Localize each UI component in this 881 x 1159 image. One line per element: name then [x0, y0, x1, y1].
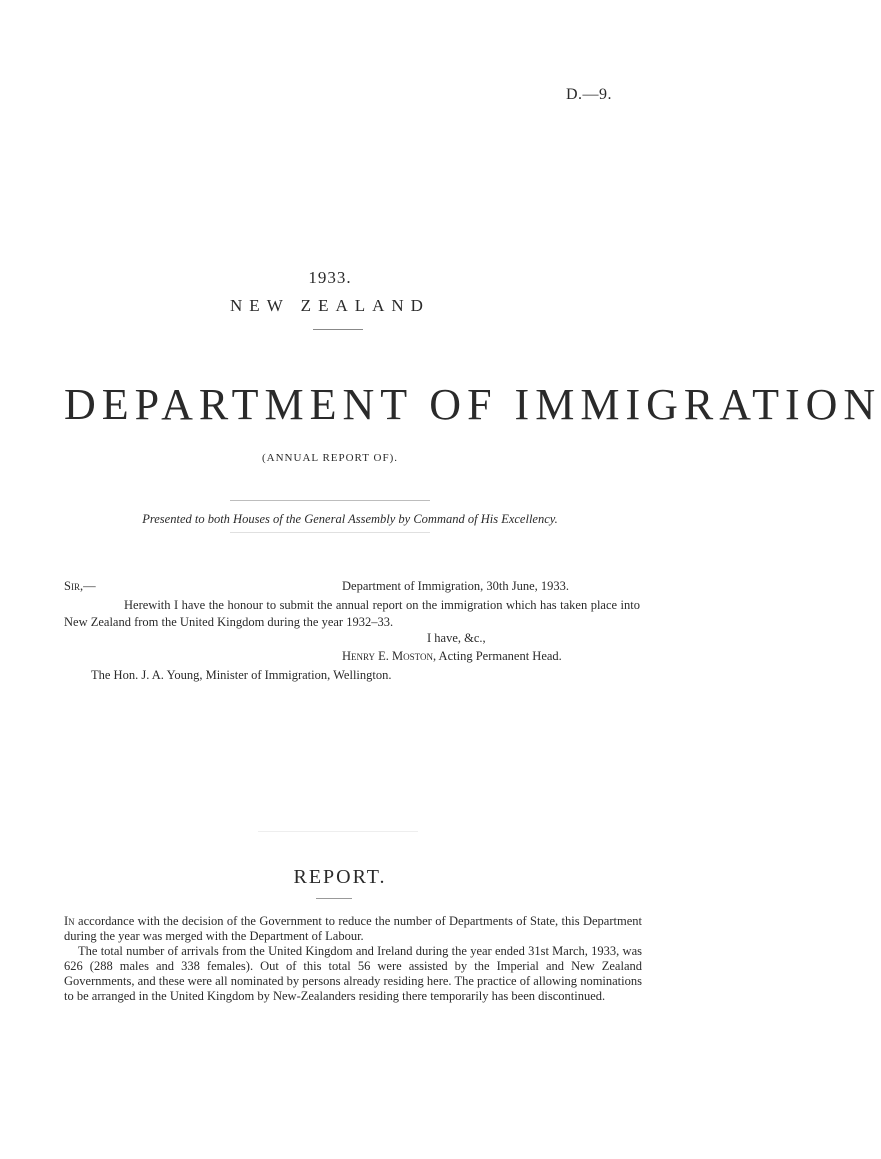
section-divider [258, 831, 418, 832]
letter-date-line: Department of Immigration, 30th June, 1933. [342, 579, 570, 593]
country-name: NEW ZEALAND [230, 296, 430, 315]
document-code: D.—9. [565, 86, 612, 103]
document-subtitle: (ANNUAL REPORT OF). [262, 452, 398, 464]
report-heading: REPORT. [293, 866, 387, 888]
document-title: DEPARTMENT OF IMMIGRATION [64, 380, 881, 429]
paragraph-lead: In [64, 914, 75, 928]
paragraph-text: accordance with the decision of the Government to reduce the number of Departments of State, this Department during the year was merged with the Department of Labour. [64, 914, 642, 943]
report-body [64, 914, 642, 1004]
divider-rule [313, 329, 363, 330]
signatory-title: , Acting Permanent Head. [433, 649, 562, 663]
divider-rule-bottom [230, 532, 430, 533]
publication-year: 1933. [308, 268, 352, 287]
signatory-name: Henry E. Moston [342, 649, 433, 663]
report-paragraph: The total number of arrivals from the United Kingdom and Ireland during the year ended 31st March, 1933, was 626 (288 males and 338 females). Out of this total 56 were assisted by the Imperial and New Zealand Governments, and these were all nominated by persons already residing here. The practice of allowing nominations to be arranged in the United Kingdom by New-Zealanders residing there temporarily has been discontinued. [64, 944, 642, 1003]
letter-addressee: The Hon. J. A. Young, Minister of Immigration, Wellington. [91, 668, 392, 682]
letter-body: Herewith I have the honour to submit the annual report on the immigration which has taken place into New Zealand from the United Kingdom during the year 1932–33. [64, 598, 640, 629]
divider-rule-top [230, 500, 430, 501]
letter-salutation: Sir,— [64, 579, 96, 593]
letter-signature [342, 648, 562, 665]
letter-closing: I have, &c., [427, 631, 486, 645]
report-divider [316, 898, 352, 899]
presentation-note: Presented to both Houses of the General Assembly by Command of His Excellency. [142, 512, 558, 526]
report-paragraph [64, 914, 642, 944]
